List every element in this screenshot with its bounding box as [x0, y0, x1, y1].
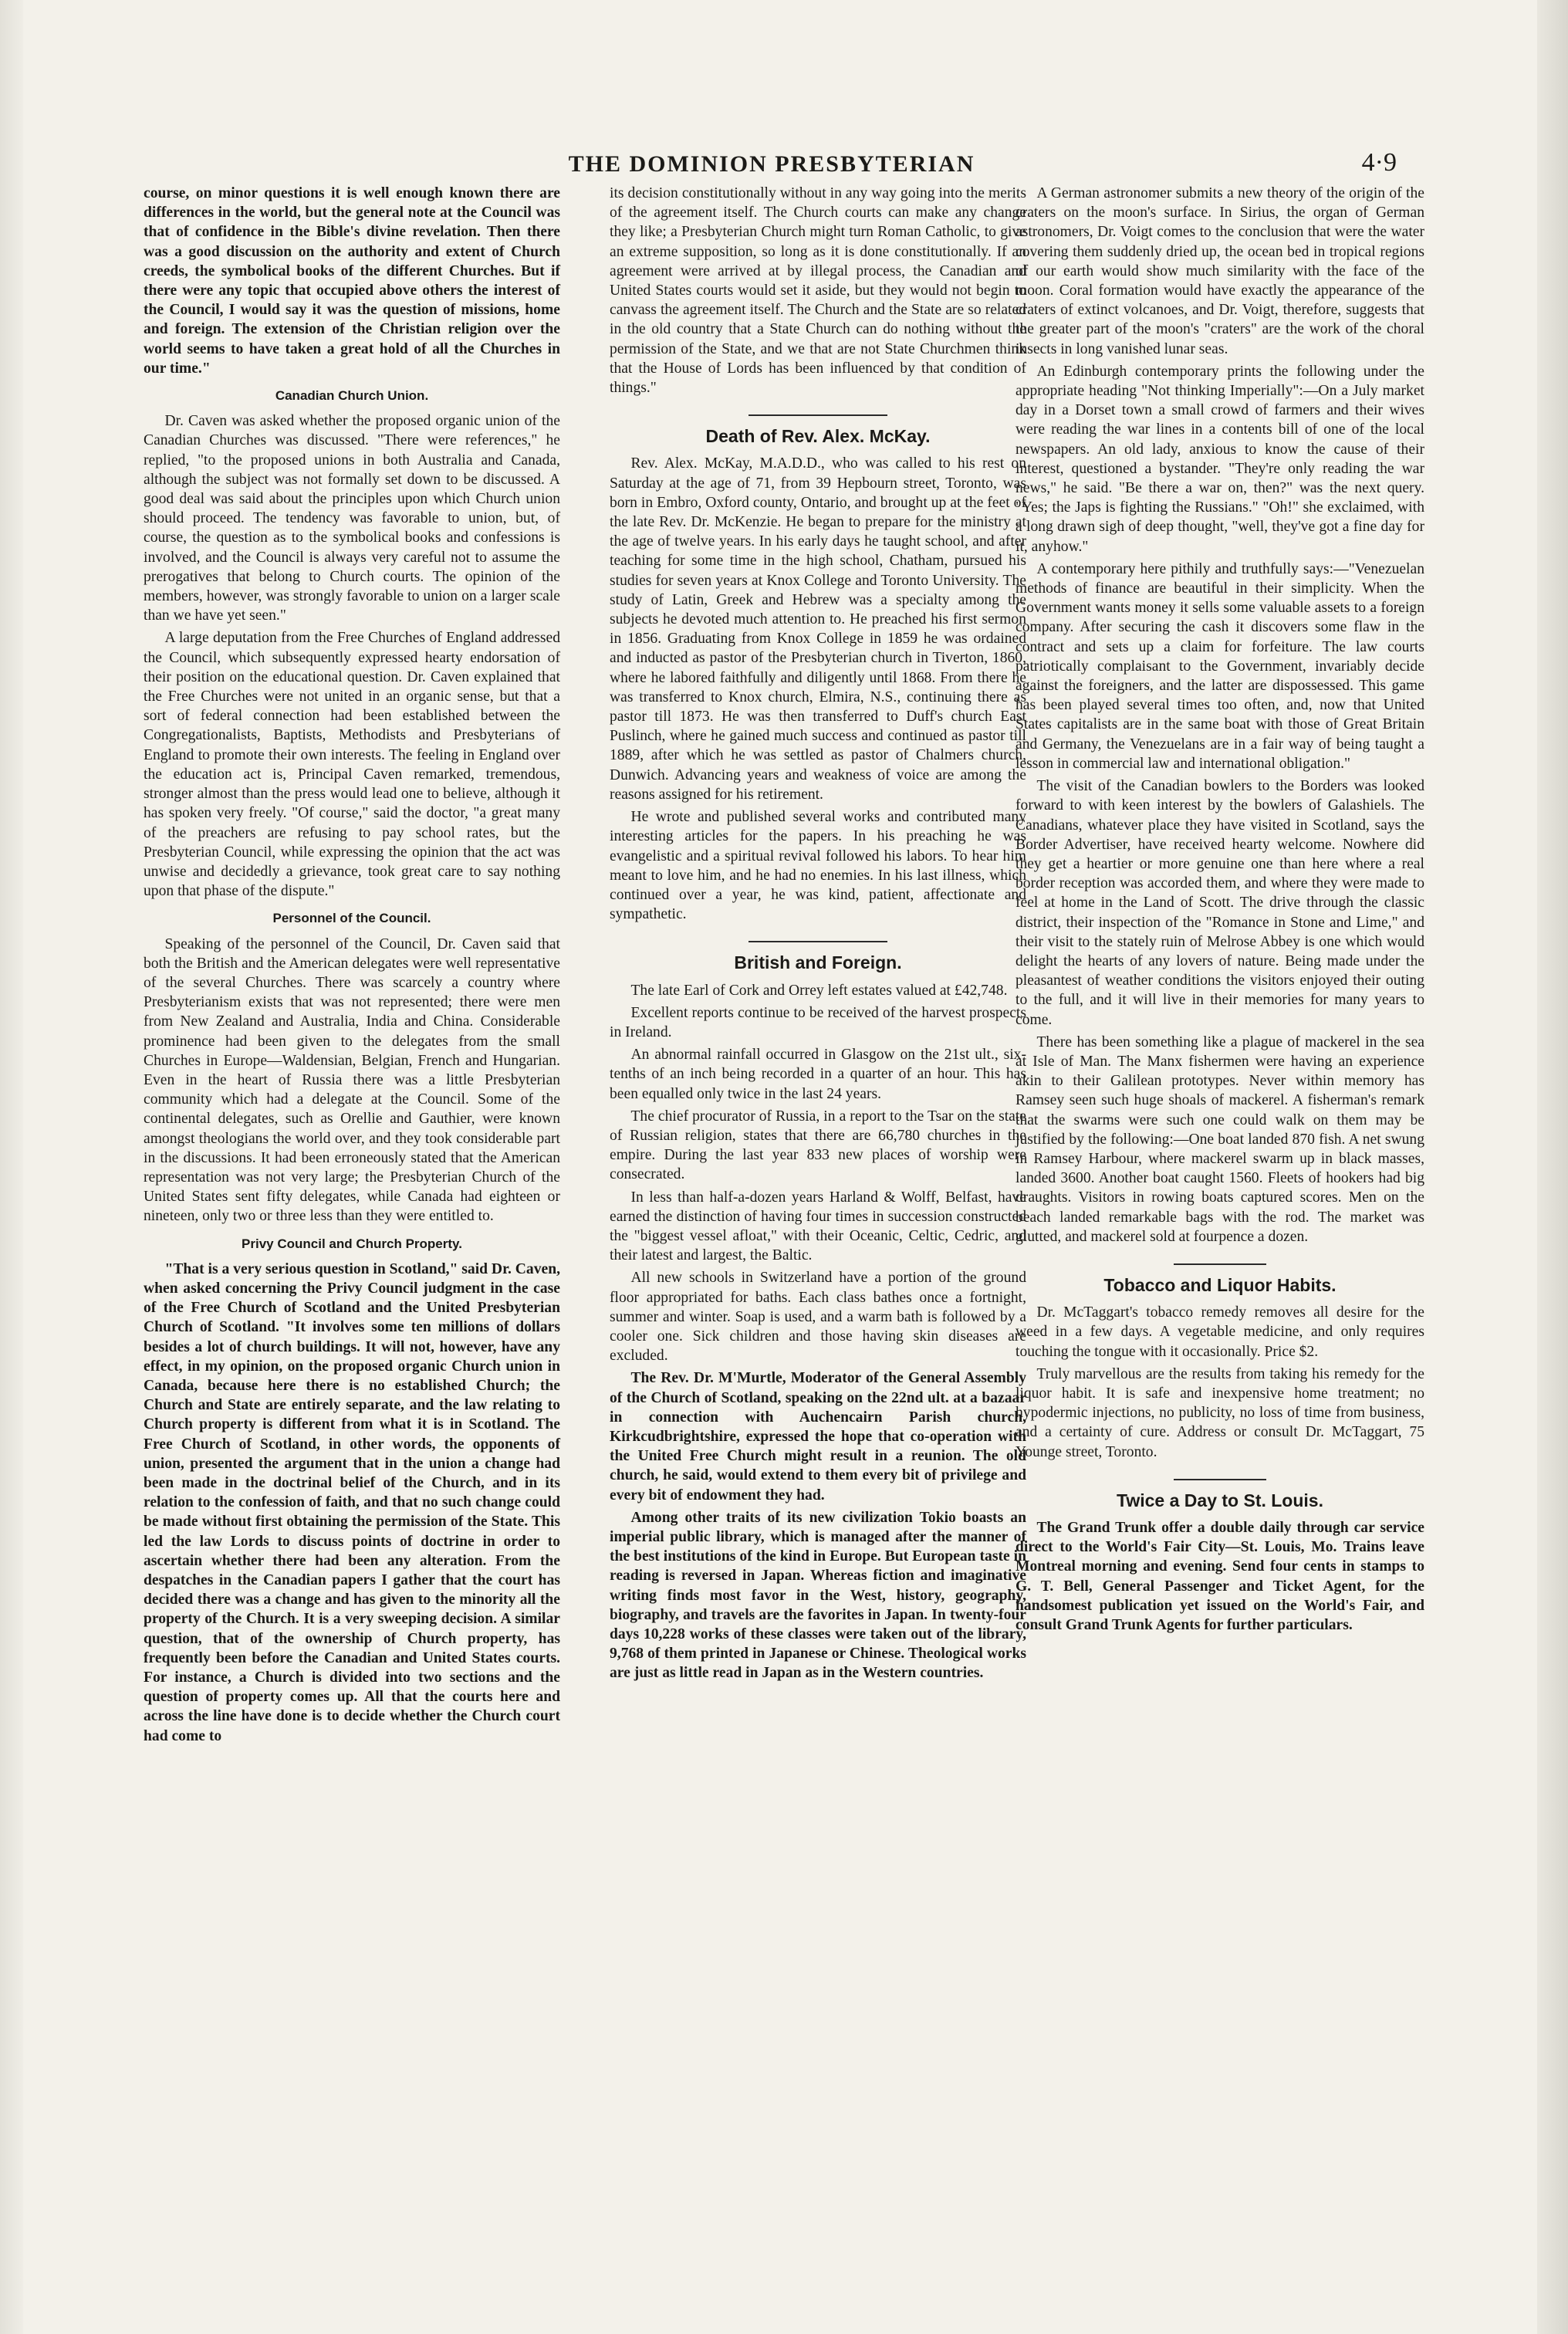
section-heading: Privy Council and Church Property.	[242, 1236, 462, 1251]
divider	[749, 414, 887, 416]
divider	[1174, 1263, 1266, 1265]
paragraph: Dr. McTaggart's tobacco remedy removes all desire for the weed in a few days. A vegetable medicine, and only requires touching the tongue with it occasionally. Price $2.	[1015, 1304, 1424, 1360]
column-2	[610, 184, 1026, 1686]
paragraph: Excellent reports continue to be received of the harvest prospects in Ireland.	[610, 1004, 1026, 1040]
paragraph: course, on minor questions it is well enough known there are differences in the world, but the general note at the Council was that of confidence in the Bible's divine revelation. Then there was a good discussion on the authority and extent of Church creeds, the symbolical books of the different Churches. But if there were any topic that occupied above others the interest of the Council, I would say it was the question of missions, home and foreign. The extension of the Christian religion over the world seems to have taken a great hold of all the Churches in our time."	[144, 185, 560, 377]
scan-edge-left	[0, 0, 23, 2334]
paragraph: The Rev. Dr. M'Murtle, Moderator of the General Assembly of the Church of Scotland, speaking on the 22nd ult. at a bazaar in connection with Auchencairn Parish church, Kirkcudbrightshire, expressed the hope that co-operation with the United Free Church might result in a reunion. The old church, he said, would extend to them every bit of privilege and every bit of endowment they had.	[610, 1370, 1026, 1504]
paragraph: A large deputation from the Free Churches of England addressed the Council, which subsequently expressed hearty endorsation of their position on the educational question. Dr. Caven explained that the Free Churches were not united in an organic sense, but that a sort of federal connection had been established between the Congregationalists, Baptists, Methodists and Presbyterians of England to promote their own interests. The feeling in England over the education act is, Principal Caven remarked, tremendous, stronger almost than the press would lead one to believe, although it has spoken very freely. "Of course," said the doctor, "a great many of the preachers are refusing to pay school rates, but the Presbyterian Council, while expressing the opinion that the act was unwise and decidedly a grievance, took great care to say nothing upon that phase of the dispute."	[144, 630, 560, 900]
divider	[749, 941, 887, 942]
section-heading: Canadian Church Union.	[275, 388, 429, 404]
paragraph: Dr. Caven was asked whether the proposed organic union of the Canadian Churches was discussed. "There were references," he replied, "to the proposed unions in both Australia and Canada, although the subject was not formally set down to be discussed. A good deal was said about the principles upon which Church union should proceed. The tendency was favorable to union, but, of course, the question as to the symbolical books and confessions is involved, and the Council is always very careful not to assume the prerogatives that belong to Church courts. The opinion of the members, however, was strongly favorable to union on a larger scale than we have yet seen."	[144, 413, 560, 624]
paragraph: The chief procurator of Russia, in a report to the Tsar on the state of Russian religion, states that there are 66,780 churches in the empire. During the last year 833 new places of worship were consecrated.	[610, 1108, 1026, 1183]
paragraph: A German astronomer submits a new theory of the origin of the craters on the moon's surface. In Sirius, the organ of German astronomers, Dr. Voigt comes to the conclusion that were the water covering them suddenly dried up, the ocean bed in tropical regions of our earth would show much similarity with the face of the moon. Coral formation would have exactly the appearance of the craters of extinct volcanoes, and Dr. Voigt, therefore, suggests that the greater part of the moon's "craters" are the work of the choral insects in long vanished lunar seas.	[1015, 185, 1424, 357]
page-number: 4·9	[1361, 148, 1397, 177]
article-heading: Death of Rev. Alex. McKay.	[705, 426, 931, 447]
paragraph: The visit of the Canadian bowlers to the Borders was looked forward to with keen interest by the bowlers of Galashiels. The Canadians, whatever place they have visited in Scotland, says the Border Advertiser, have received hearty welcome. Nowhere did they get a heartier or more genuine one than here where a real border reception was accorded them, and where they were made to feel at home in the Land of Scott. The drive through the classic district, their inspection of the "Romance in Stone and Lime," and their visit to the stately ruin of Melrose Abbey is one which would delight the hearts of any lovers of nature. Being made under the pleasantest of weather conditions the visitors enjoyed their outing to the full, and it will live in their memories for many years to come.	[1015, 778, 1424, 1028]
paragraph: He wrote and published several works and contributed many interesting articles for the papers. In his preaching he was evangelistic and a spiritual revival followed his labors. To hear him meant to love him, and he had no enemies. In his last illness, which continued over a year, he was kind, patient, affectionate and sympathetic.	[610, 809, 1026, 923]
section-heading: Personnel of the Council.	[272, 911, 431, 926]
column-3	[1015, 184, 1424, 1638]
paragraph: An abnormal rainfall occurred in Glasgow on the 21st ult., six-tenths of an inch being recorded in a quarter of an hour. This has been equalled only twice in the last 24 years.	[610, 1047, 1026, 1102]
paragraph: The Grand Trunk offer a double daily through car service direct to the World's Fair City—St. Louis, Mo. Trains leave Montreal morning and evening. Send four cents in stamps to G. T. Bell, General Passenger and Ticket Agent, for the handsomest publication yet issued on the World's Fair, and consult Grand Trunk Agents for further particulars.	[1015, 1520, 1424, 1634]
paragraph: Rev. Alex. McKay, M.A.D.D., who was called to his rest on Saturday at the age of 71, from 39 Hepbourn street, Toronto, was born in Embro, Oxford county, Ontario, and brought up at the feet of the late Rev. Dr. McKenzie. He began to prepare for the ministry at the age of twelve years. In his early days he taught school, and after teaching for some time in the high school, Chatham, pursued his studies for seven years at Knox College and Toronto University. The study of Latin, Greek and Hebrew was a specialty among the subjects he devoted much attention to. He preached his first sermon in 1856. Graduating from Knox College in 1859 he was ordained and inducted as pastor of the Presbyterian church in Tiverton, 1860, where he labored faithfully and diligently until 1868. From there he was transferred to Knox church, Elmira, N.S., continuing there as pastor till 1873. He was then transferred to Duff's church East Puslinch, where he gained much success and continued as pastor till 1889, after which he was settled as pastor of Chalmers church, Dunwich. Advancing years and weakness of voice are among the reasons assigned for his retirement.	[610, 455, 1026, 803]
paragraph: There has been something like a plague of mackerel in the sea at Isle of Man. The Manx fishermen were having an experience akin to their Galilean prototypes. Never within memory has Ramsey seen such huge shoals of mackerel. A fisherman's remark that the swarms were such one could walk on them may be justified by the following:—One boat landed 870 fish. A net swung in Ramsey Harbour, where mackerel swarm up in black masses, landed 3600. Another boat caught 1560. Fleets of hookers had big draughts. Visitors in rowing boats captured scores. Men on the beach landed remarkable bags with the rod. The market was glutted, and mackerel sold at fourpence a dozen.	[1015, 1033, 1424, 1245]
column-1	[144, 184, 560, 1749]
paragraph: A contemporary here pithily and truthfully says:—"Venezuelan methods of finance are beautiful in their simplicity. When the Government wants money it sells some valuable assets to a foreign company. After securing the cash it discovers some flaw in the contract and sets up a claim for forfeiture. The law courts patriotically complaisant to the Government, invariably decide against the foreigners, and the latter are dispossessed. This game has been played several times too often, and, now that United States capitalists are in the same boat with those of Great Britain and Germany, the Venezuelans are in a fair way of being taught a lesson in commercial law and international obligation."	[1015, 560, 1424, 772]
scan-edge-right	[1537, 0, 1568, 2334]
paragraph: An Edinburgh contemporary prints the following under the appropriate heading "Not thinking Imperially":—On a July market day in a Dorset town a small crowd of farmers and their wives were reading the war lines in a contents bill of one of the local newspapers. An old lady, anxious to know the cause of their interest, questioned a bystander. "They're only reading the war news," he said. "Be there a war on, then?" was the next query. "Yes; the Japs is fighting the Russians." "Oh!" she exclaimed, with a long drawn sigh of deep thought, "well, they've got a fine day for it, anyhow."	[1015, 363, 1424, 555]
paragraph: its decision constitutionally without in any way going into the merits of the agreement itself. The Church courts can make any change they like; a Presbyterian Church might turn Roman Catholic, to give an extreme supposition, so long as it is done constitutionally. If an agreement were arrived at by illegal process, the Canadian and United States courts would set it aside, but they would not begin to canvass the agreement itself. The Church and the State are so related in the old country that a State Church can do nothing without the permission of the State, and we that are not State Churchmen think that the House of Lords has been influenced by that condition of things."	[610, 185, 1026, 397]
paragraph: Truly marvellous are the results from taking his remedy for the liquor habit. It is safe and inexpensive home treatment; no hypodermic injections, no publicity, no loss of time from business, and a certainty of cure. Address or consult Dr. McTaggart, 75 Younge street, Toronto.	[1015, 1365, 1424, 1460]
paragraph: In less than half-a-dozen years Harland & Wolff, Belfast, have earned the distinction of having four times in succession constructed the "biggest vessel afloat," with their Oceanic, Celtic, Cedric, and their latest and largest, the Baltic.	[610, 1189, 1026, 1264]
paragraph: All new schools in Switzerland have a portion of the ground floor appropriated for baths. Each class bathes once a fortnight, summer and winter. Soap is used, and a warm bath is followed by a cooler one. Sick children and those having skin diseases are excluded.	[610, 1270, 1026, 1365]
paragraph: "That is a very serious question in Scotland," said Dr. Caven, when asked concerning the Privy Council judgment in the case of the Free Church of Scotland and the United Presbyterian Church of Scotland. "It involves some ten millions of dollars besides a lot of church buildings. It will not, however, have any effect, in my opinion, on the proposed organic Church union in Canada, because here there is no established Church; the Church and State are entirely separate, and the law relating to Church property is different from what it is in Scotland. The Free Church of Scotland, in other words, the opponents of union, presented the argument that in the union a change had been made in the doctrinal belief of the Church, and in its relation to the confession of faith, and that no such change could be made without first obtaining the permission of the State. This led the law Lords to discuss points of doctrine in order to ascertain whether there had been any alteration. From the despatches in the Canadian papers I gather that the court has decided there was a change and has given to the minority all the property of the Church. It is a very sweeping decision. A similar question, that of the ownership of Church property, has frequently been before the Canadian and United States courts. For instance, a Church is divided into two sections and the question of property comes up. All that the courts here and across the line have done is to decide whether the Church court had come to	[144, 1260, 561, 1744]
paragraph: Among other traits of its new civilization Tokio boasts an imperial public library, which is managed after the manner of the best institutions of the kind in Europe. But European taste in reading is reversed in Japan. Whereas fiction and imaginative writing finds most favor in the West, history, geography, biography, and travels are the favorites in Japan. In twenty-four days 10,228 works of these classes were taken out of the library, 9,768 of them printed in Japanese or Chinese. Theological works are just as little read in Japan as in the Western countries.	[610, 1509, 1026, 1682]
paragraph: The late Earl of Cork and Orrey left estates valued at £42,748.	[630, 982, 1008, 999]
article-heading: British and Foreign.	[734, 952, 902, 973]
article-heading: Twice a Day to St. Louis.	[1117, 1490, 1323, 1510]
divider	[1174, 1479, 1266, 1480]
paragraph: Speaking of the personnel of the Council, Dr. Caven said that both the British and the American delegates were well representative of the several Churches. There was scarcely a country where Presbyterianism exists that was not represented; there were men from New Zealand and Australia, India and China. Considerable prominence had been given to the delegates from the small Churches in Europe—Waldensian, Belgian, French and Hungarian. Even in the heart of Russia there was a little Presbyterian community which had a delegate at the Council. Some of the continental delegates, such as Orellie and Gauthier, were known amongst theologians the world over, and they took considerable part in the discussions. It had been erroneously stated that the American representation was not very large; the Presbyterian Church of the United States sent fifty delegates, while Canada had eighteen or nineteen, only two or three less than they were entitled to.	[144, 935, 560, 1225]
running-title: THE DOMINION PRESBYTERIAN	[568, 151, 975, 177]
article-heading: Tobacco and Liquor Habits.	[1103, 1274, 1337, 1295]
